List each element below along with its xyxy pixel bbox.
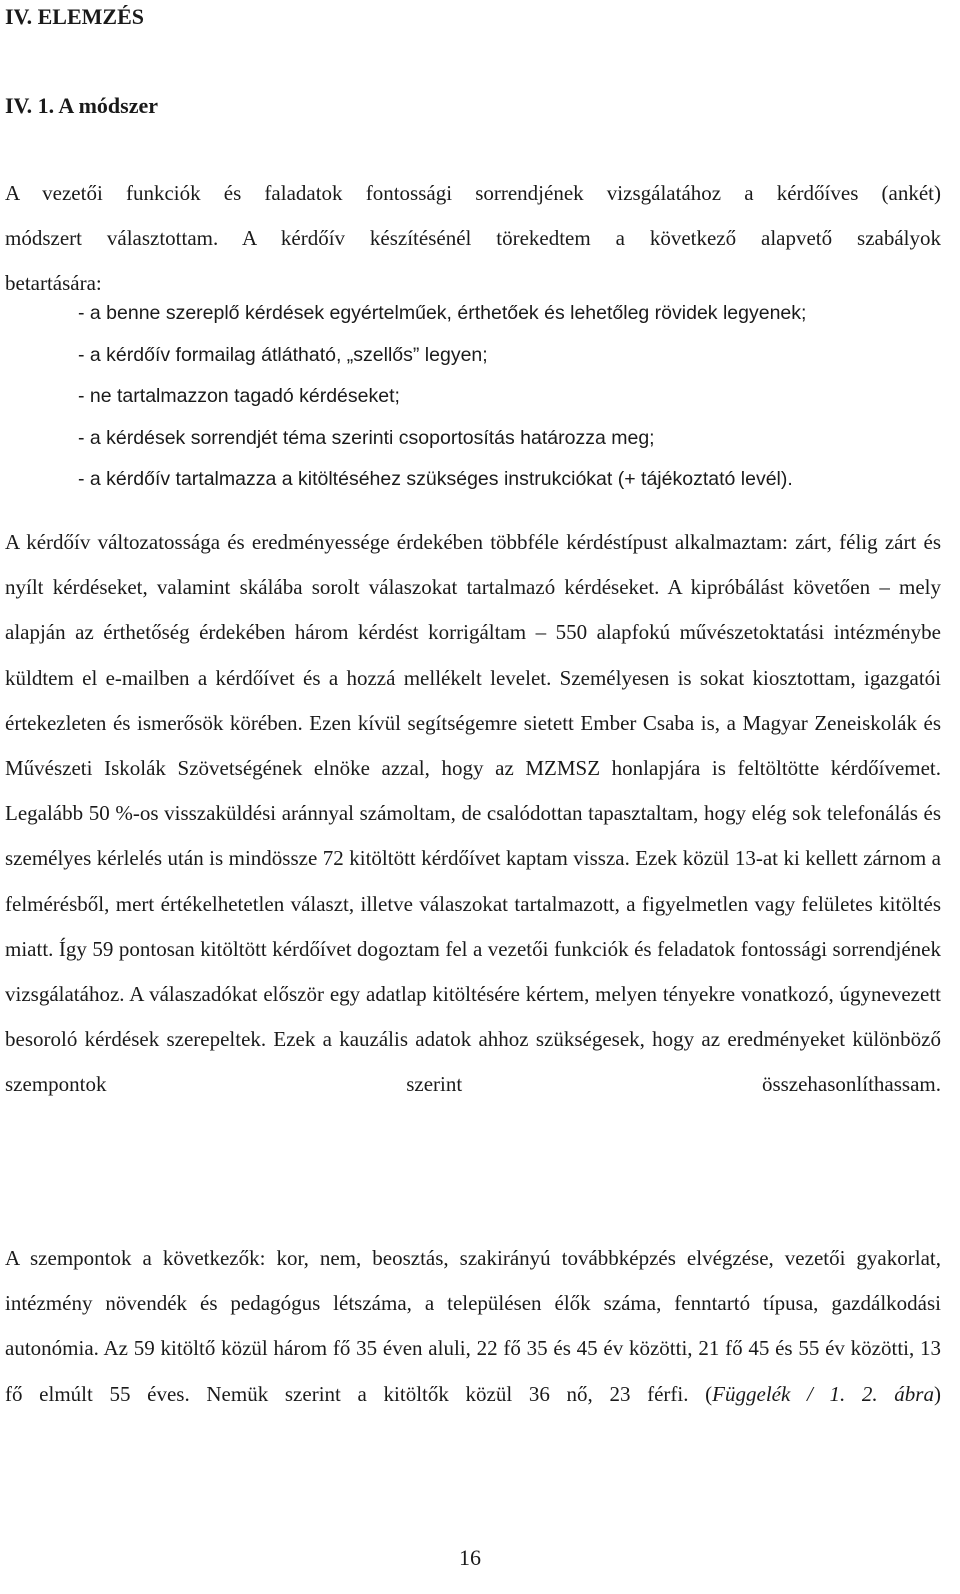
- chapter-title: IV. ELEMZÉS: [5, 4, 144, 29]
- criteria-closing: ): [933, 1381, 941, 1406]
- section-title: IV. 1. A módszer: [5, 93, 158, 118]
- list-item: - a benne szereplő kérdések egyértelműek, érthetőek és lehetőleg rövidek legyenek;: [78, 302, 807, 324]
- appendix-reference: Függelék / 1. 2. ábra: [712, 1381, 934, 1406]
- criteria-paragraph: [5, 1236, 941, 1462]
- intro-line-2: módszert választottam. A kérdőív készítésénél törekedtem a következő alapvető szabályok: [5, 226, 941, 251]
- rules-list: [78, 293, 806, 501]
- list-item: - a kérdőív formailag átlátható, „szellős” legyen;: [78, 343, 488, 366]
- page-number: 16: [459, 1545, 481, 1570]
- intro-line-3: betartására:: [5, 271, 102, 296]
- intro-line-1: A vezetői funkciók és faladatok fontossági sorrendjének vizsgálatához a kérdőíves (ankét): [5, 181, 941, 205]
- list-item: - a kérdések sorrendjét téma szerinti csoportosítás határozza meg;: [78, 426, 655, 449]
- methodology-paragraph: A kérdőív változatossága és eredményessége érdekében többféle kérdéstípust alkalmaztam: zárt, félig zárt és nyílt kérdéseket, valamint skálába sorolt válaszokat tartalmazó kérdéseket. A kipróbálást követően – mely alapján az érthetőség érdekében három kérdést korrigáltam – 550 alapfokú művészetoktatási intézménybe küldtem el e-mailben a kérdőívet és a hozzá mellékelt levelet. Személyesen is sokat kiosztottam, igazgatói értekezleten és ismerősök körében. Ezen kívül segítségemre sietett Ember Csaba is, a Magyar Zeneiskolák és Művészeti Iskolák Szövetségének elnöke azzal, hogy az MZMSZ honlapjára is feltöltötte kérdőívemet. Legalább 50 %-os visszaküldési aránnyal számoltam, de csalódottan tapasztaltam, hogy elég sok telefonálás és személyes kérlelés után is mindössze 72 kitöltött kérdőívet kaptam vissza. Ezek közül 13-at ki kellett zárnom a felmérésből, mert értékelhetetlen választ, illetve válaszokat tartalmazott, a figyelmetlen vagy felületes kitöltés miatt. Így 59 pontosan kitöltött kérdőívet dogoztam fel a vezetői funkciók és feladatok fontossági sorrendjének vizsgálatához. A válaszadókat először egy adatlap kitöltésére kértem, melyen tényekre vonatkozó, úgynevezett besoroló kérdések szerepeltek. Ezek a kauzális adatok ahhoz szükségesek, hogy az eredményeket különböző szempontok szerint összehasonlíthassam.: [5, 530, 941, 1097]
- list-item: - a kérdőív tartalmazza a kitöltéséhez szükséges instrukciókat (+ tájékoztató levél).: [78, 468, 793, 491]
- intro-paragraph: [5, 171, 941, 307]
- criteria-text: A szempontok a következők: kor, nem, beosztás, szakirányú továbbképzés elvégzése, vezetői gyakorlat, intézmény növendék és pedagógus létszáma, a településen élők száma, fenntartó típusa, gazdálkodási autonómia. Az 59 kitöltő közül három fő 35 éven aluli, 22 fő 35 és 45 év közötti, 21 fő 45 és 55 év közötti, 13 fő elmúlt 55 éves. Nemük szerint a kitöltők közül 36 nő, 23 férfi. (: [5, 1246, 941, 1406]
- list-item: - ne tartalmazzon tagadó kérdéseket;: [78, 385, 400, 408]
